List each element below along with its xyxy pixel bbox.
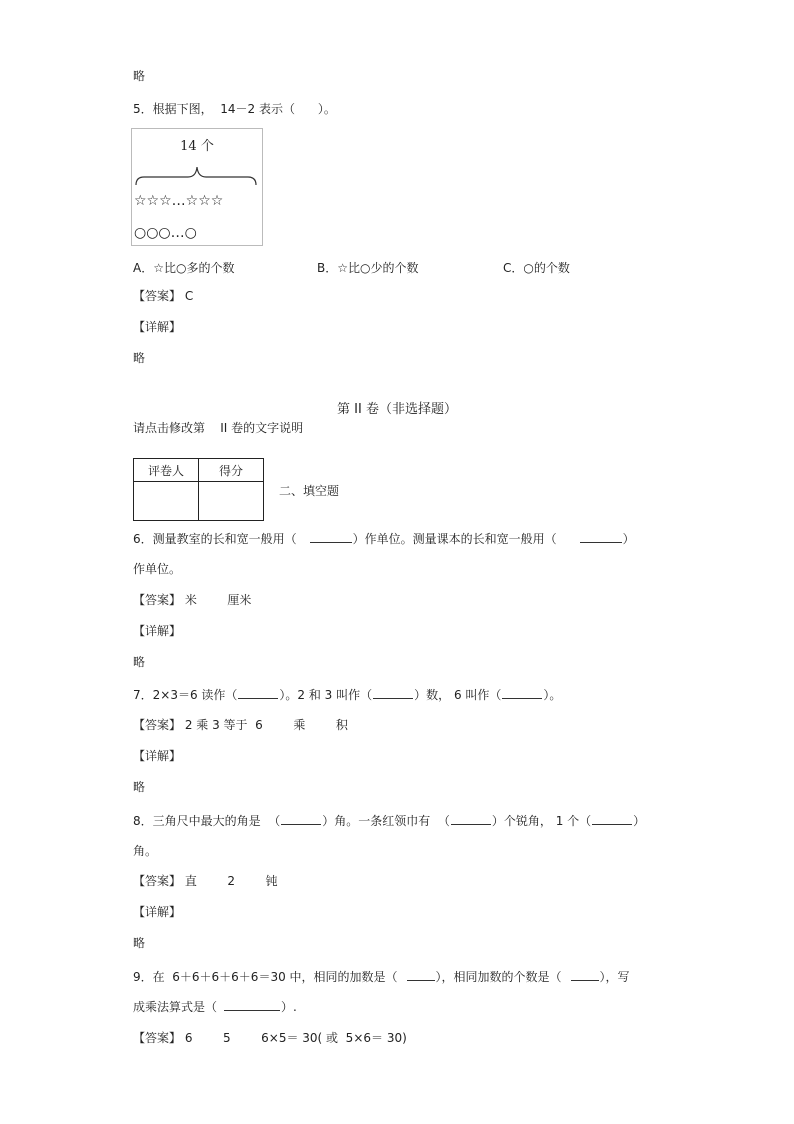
q9-blank-1 bbox=[407, 968, 435, 981]
q7-text-1: 7．2×3＝6 读作（ bbox=[133, 688, 238, 702]
star-row: ☆☆☆…☆☆☆ bbox=[134, 193, 224, 209]
answer-value: 6 5 6×5＝ 30( 或 5×6＝ 30) bbox=[184, 1031, 407, 1045]
q7-blank-3 bbox=[502, 686, 542, 699]
question-5-figure bbox=[131, 128, 263, 246]
answer-row bbox=[133, 717, 348, 733]
answer-label: 【答案】 bbox=[133, 289, 182, 303]
answer-label: 【答案】 bbox=[133, 1031, 182, 1045]
answer-value: 2 乘 3 等于 6 乘 积 bbox=[184, 718, 348, 732]
q6-blank-1 bbox=[310, 530, 352, 543]
q8-text-2: ）角。一条红领巾有 （ bbox=[322, 814, 450, 828]
detail-text: 略 bbox=[133, 780, 146, 794]
part-label: 二、填空题 bbox=[279, 484, 340, 498]
q7-text-3: ）数， 6 叫作（ bbox=[414, 688, 502, 702]
answer-row bbox=[133, 592, 251, 608]
detail-text: 略 bbox=[133, 655, 146, 669]
detail-label: 【详解】 bbox=[133, 624, 182, 638]
q9-blank-3 bbox=[224, 998, 280, 1011]
q6-blank-2 bbox=[580, 530, 622, 543]
q8-text-4: ） bbox=[633, 814, 646, 828]
brace-icon bbox=[134, 159, 260, 187]
q8-text-3: ）个锐角， 1 个（ bbox=[491, 814, 592, 828]
answer-value: C bbox=[184, 289, 194, 303]
question-5-stem: 5．根据下图， 14－2 表示（ ）。 bbox=[133, 102, 336, 116]
q7-text-4: ）。 bbox=[543, 688, 562, 702]
q8-blank-1 bbox=[281, 812, 321, 825]
option-b: B．☆比○少的个数 bbox=[317, 261, 419, 275]
section-note: 请点击修改第 II 卷的文字说明 bbox=[133, 421, 304, 435]
answer-row bbox=[133, 1030, 407, 1046]
detail-text: 略 bbox=[133, 351, 146, 365]
q9-blank-2 bbox=[571, 968, 599, 981]
detail-label: 【详解】 bbox=[133, 905, 182, 919]
question-8-line1 bbox=[133, 812, 645, 829]
option-c: C．○的个数 bbox=[503, 261, 570, 275]
answer-value: 直 2 钝 bbox=[184, 874, 278, 888]
score-header-grader: 评卷人 bbox=[134, 459, 199, 482]
q9-text-4: 成乘法算式是（ bbox=[133, 1000, 218, 1014]
detail-label: 【详解】 bbox=[133, 320, 182, 334]
score-table bbox=[133, 458, 264, 521]
q8-text-1: 8．三角尺中最大的角是 （ bbox=[133, 814, 281, 828]
q7-blank-1 bbox=[238, 686, 278, 699]
section-title: 第 II 卷（非选择题） bbox=[337, 402, 457, 417]
question-6-line2: 作单位。 bbox=[133, 562, 182, 576]
question-7-line bbox=[133, 686, 561, 703]
q9-text-3: ），写 bbox=[599, 970, 630, 984]
detail-label: 【详解】 bbox=[133, 749, 182, 763]
detail-text: 略 bbox=[133, 69, 146, 83]
question-8-line2: 角。 bbox=[133, 844, 158, 858]
answer-label: 【答案】 bbox=[133, 874, 182, 888]
q9-text-5: ）. bbox=[281, 1000, 297, 1014]
q7-blank-2 bbox=[373, 686, 413, 699]
answer-label: 【答案】 bbox=[133, 593, 182, 607]
score-cell-score bbox=[199, 482, 264, 521]
figure-count-label: 14 个 bbox=[180, 139, 214, 154]
q8-blank-3 bbox=[592, 812, 632, 825]
option-a: A．☆比○多的个数 bbox=[133, 261, 235, 275]
q6-text-a: 6．测量教室的长和宽一般用（ bbox=[133, 532, 297, 546]
q8-blank-2 bbox=[451, 812, 491, 825]
q6-text-b: ）作单位。测量课本的长和宽一般用（ bbox=[352, 532, 557, 546]
question-9-line2 bbox=[133, 998, 297, 1015]
answer-row bbox=[133, 288, 193, 304]
q9-text-2: ），相同加数的个数是（ bbox=[435, 970, 562, 984]
circle-row: ○○○…○ bbox=[134, 225, 197, 241]
answer-value: 米 厘米 bbox=[184, 593, 252, 607]
answer-label: 【答案】 bbox=[133, 718, 182, 732]
question-6-line1 bbox=[133, 530, 635, 547]
q9-text-1: 9．在 6＋6＋6＋6＋6＝30 中，相同的加数是（ bbox=[133, 970, 398, 984]
q7-text-2: ）。2 和 3 叫作（ bbox=[279, 688, 373, 702]
score-cell-grader bbox=[134, 482, 199, 521]
q6-text-c: ） bbox=[622, 532, 635, 546]
score-header-score: 得分 bbox=[199, 459, 264, 482]
question-9-line1 bbox=[133, 968, 630, 985]
detail-text: 略 bbox=[133, 936, 146, 950]
answer-row bbox=[133, 873, 278, 889]
